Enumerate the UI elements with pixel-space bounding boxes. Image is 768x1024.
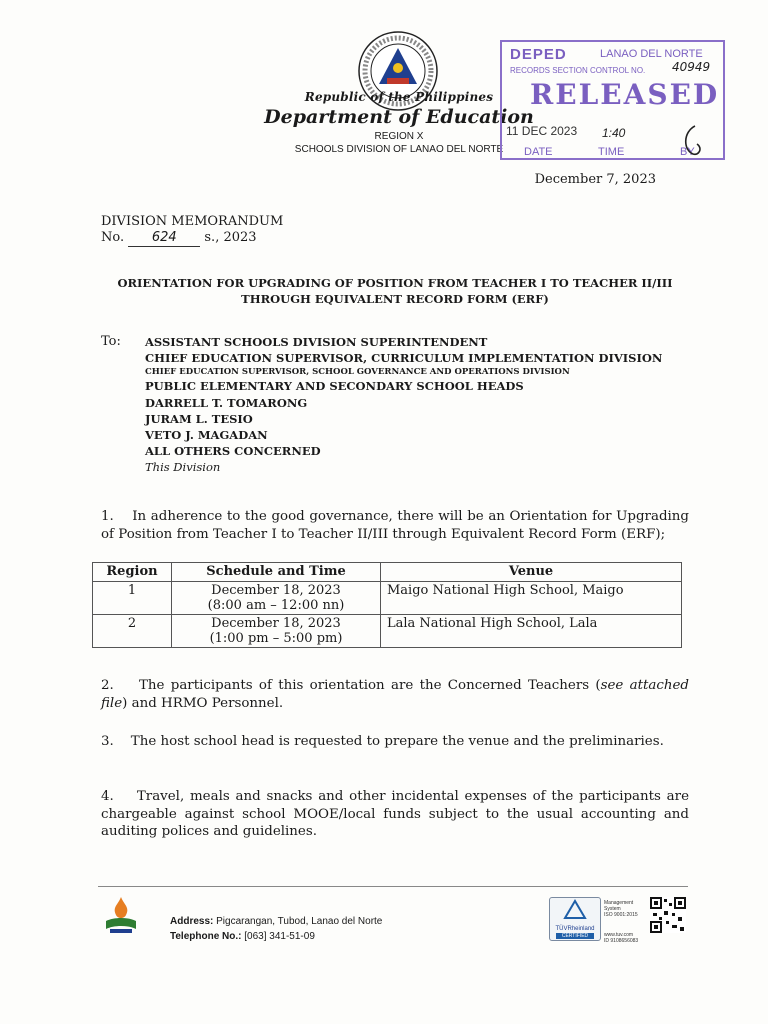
venue-cell: Maigo National High School, Maigo — [381, 582, 682, 615]
tuv-certified: CERTIFIED — [556, 933, 594, 939]
released-stamp — [500, 40, 725, 160]
recipient: CHIEF EDUCATION SUPERVISOR, SCHOOL GOVERNANCE AND OPERATIONS DIVISION — [145, 367, 570, 378]
schedule-cell — [172, 582, 381, 615]
schedule-date: December 18, 2023 — [211, 616, 341, 631]
recipient: ASSISTANT SCHOOLS DIVISION SUPERINTENDENT — [145, 335, 488, 349]
signature-icon — [677, 122, 717, 158]
recipients-list — [145, 334, 662, 476]
table-header: Region — [93, 563, 172, 582]
stamp-office: DEPED — [510, 46, 567, 63]
stamp-province: LANAO DEL NORTE — [600, 48, 703, 60]
mgmt-line: www.tuv.com — [604, 932, 634, 938]
tuv-cert-icon — [549, 897, 601, 941]
schedule-cell — [172, 615, 381, 648]
memo-no-label: No. — [101, 230, 125, 245]
recipient-division: This Division — [145, 460, 221, 475]
schedule-time: (1:00 pm – 5:00 pm) — [209, 631, 343, 646]
table-header: Schedule and Time — [172, 563, 381, 582]
qr-code-icon — [650, 897, 686, 933]
division-logo-icon — [100, 895, 142, 939]
table-header-row — [93, 563, 682, 582]
paragraph-4: 4. Travel, meals and snacks and other incidental expenses of the participants are chargeable against school MOOE/local funds subject to the usual accounting and auditing polices and guidelines. — [101, 789, 689, 839]
recipient: DARRELL T. TOMARONG — [145, 395, 308, 410]
stamp-section: RECORDS SECTION CONTROL NO. — [510, 66, 646, 75]
table-header: Venue — [381, 563, 682, 582]
division-line: SCHOOLS DIVISION OF LANAO DEL NORTE — [294, 144, 504, 155]
mgmt-line: System — [604, 906, 621, 912]
address-value: Pigcarangan, Tubod, Lanao del Norte — [216, 916, 383, 927]
stamp-date: 11 DEC 2023 — [506, 124, 578, 138]
memo-number-block — [101, 214, 283, 247]
stamp-time-label: TIME — [598, 146, 625, 158]
memo-series: s., 2023 — [204, 230, 257, 245]
paragraph-3: 3. The host school head is requested to prepare the venue and the preliminaries. — [101, 734, 664, 749]
memo-date: December 7, 2023 — [534, 172, 656, 187]
attached-file-ref: see attached file — [101, 678, 689, 711]
tuv-name: TÜVRheinland — [555, 926, 595, 932]
p2-text-end: ) and HRMO Personnel. — [122, 695, 284, 711]
footer-divider — [98, 886, 688, 887]
memo-type: DIVISION MEMORANDUM — [101, 214, 284, 229]
stamp-by-label: BY — [680, 146, 695, 158]
region-cell: 2 — [93, 615, 172, 648]
region-line: REGION X — [374, 131, 424, 142]
region-cell: 1 — [93, 582, 172, 615]
stamp-date-label: DATE — [524, 146, 553, 158]
memo-title — [100, 275, 690, 307]
mgmt-line: ISO 9001:2015 — [604, 912, 638, 918]
p2-text: 2. The participants of this orientation are the Concerned Teachers ( — [101, 678, 601, 693]
stamp-time: 1:40 — [602, 126, 626, 140]
footer-contact — [170, 914, 382, 944]
republic-line: Republic of the Philippines — [304, 90, 494, 104]
department-name: Department of Education — [264, 106, 534, 128]
recipient: JURAM L. TESIO — [145, 411, 253, 426]
schedule-time: (8:00 am – 12:00 nn) — [207, 598, 345, 613]
phone-label: Telephone No.: — [170, 931, 242, 942]
memo-number: 624 — [128, 230, 200, 247]
schedule-date: December 18, 2023 — [211, 583, 341, 598]
mgmt-system-text — [604, 900, 638, 944]
recipient: PUBLIC ELEMENTARY AND SECONDARY SCHOOL HEADS — [145, 379, 524, 394]
paragraph-2 — [101, 677, 689, 712]
phone-value: [063] 341-51-09 — [244, 931, 315, 942]
table-row — [93, 615, 682, 648]
mgmt-line: ID 9108656083 — [604, 938, 639, 944]
table-row — [93, 582, 682, 615]
recipient: VETO J. MAGADAN — [145, 428, 268, 443]
to-label: To: — [101, 334, 121, 349]
address-label: Address: — [170, 916, 214, 927]
schedule-table — [92, 562, 682, 648]
stamp-control-no: 40949 — [672, 60, 711, 74]
recipient: CHIEF EDUCATION SUPERVISOR, CURRICULUM IMPLEMENTATION DIVISION — [145, 351, 663, 366]
title-line-2: THROUGH EQUIVALENT RECORD FORM (ERF) — [241, 292, 549, 306]
title-line-1: ORIENTATION FOR UPGRADING OF POSITION FROM TEACHER I TO TEACHER II/III — [117, 276, 673, 290]
venue-cell: Lala National High School, Lala — [381, 615, 682, 648]
mgmt-line: Management — [604, 900, 634, 906]
tuv-triangle-icon — [550, 898, 600, 922]
recipient: ALL OTHERS CONCERNED — [145, 444, 321, 459]
stamp-status: RELEASED — [530, 78, 720, 111]
paragraph-1: 1. In adherence to the good governance, there will be an Orientation for Upgrading of Position from Teacher I to Teacher II/III through Equivalent Record Form (ERF); — [101, 509, 689, 542]
